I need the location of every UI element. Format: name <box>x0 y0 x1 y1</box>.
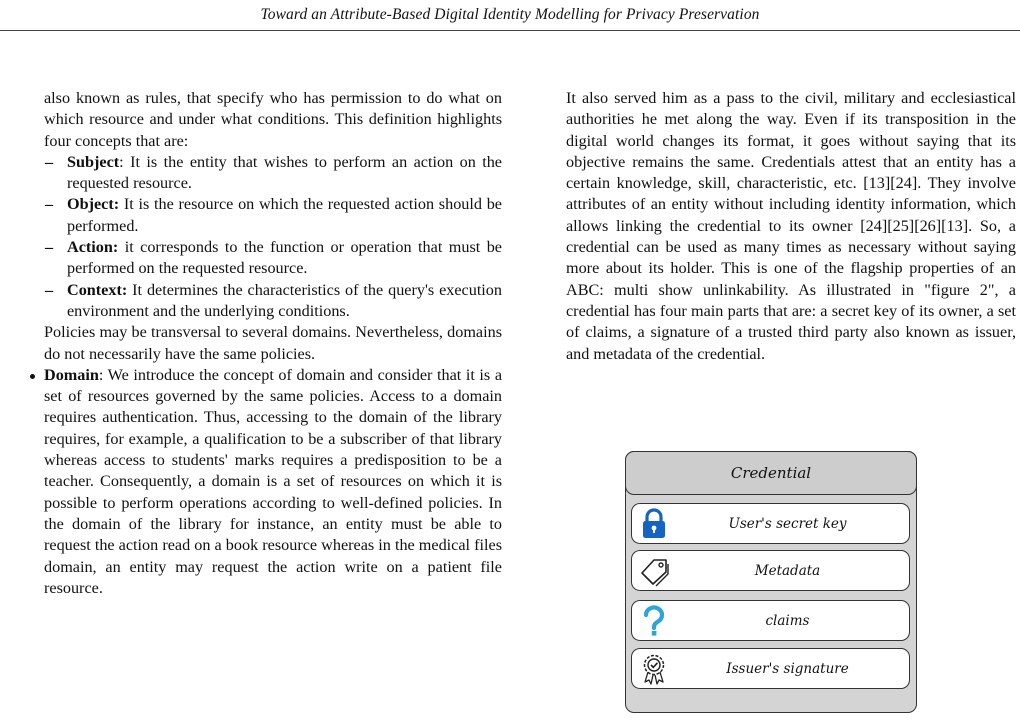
bullet-icon <box>30 374 35 379</box>
concept-item-context <box>67 280 502 323</box>
definition-item-domain <box>44 365 502 599</box>
concept-term: Action: <box>67 238 119 257</box>
part-label: User's secret key <box>728 515 847 532</box>
part-label: claims <box>765 612 810 629</box>
award-seal-icon <box>639 653 669 685</box>
concept-text: : It is the entity that wishes to perform an action on the requested resource. <box>67 152 502 193</box>
left-column <box>44 88 502 599</box>
concept-text: it corresponds to the function or operation that must be performed on the requested resource. <box>67 238 502 278</box>
header-rule <box>0 30 1020 31</box>
part-issuer-signature <box>631 648 910 689</box>
concept-text: It determines the characteristics of the query's execution environment and the underlying conditions. <box>67 280 502 320</box>
concept-item-subject <box>67 152 502 195</box>
running-header: Toward an Attribute-Based Digital Identity Modelling for Privacy Preservation <box>260 6 760 23</box>
definition-term: Domain <box>44 365 99 384</box>
padlock-icon <box>639 508 669 540</box>
right-column <box>566 88 1016 365</box>
definition-text: : We introduce the concept of domain and consider that it is a set of resources governed by the same policies. Access to a domain requires authentication. Thus, accessing to the domain of the library requires, for example, a qualification to be a subscriber of that library whereas access to students' marks requires a predisposition to be a teacher. Consequently, a domain is a set of resources on which it is possible to perform operations according to well-defined policies. In the domain of the library for instance, an entity must be able to request the action read on a book resource whereas in the medical files domain, an entity may request the action write on a patient file resource. <box>44 365 502 597</box>
credential-paragraph: It also served him as a pass to the civil, military and ecclesiastical authorities he met along the way. Even if its transposition in the digital world changes its format, it goes without saying that its objective remains the same. Credentials attest that an entity has a certain knowledge, skill, characteristic, etc. [13][24]. They involve attributes of an entity without including identity information, which allows linking the credential to its owner [24][25][26][13]. So, a credential can be used as many times as necessary without saying more about its holder. This is one of the flagship properties of an ABC: multi show unlinkability. As illustrated in "figure 2", a credential has four main parts that are: a secret key of its owner, a set of claims, a signature of a trusted third party also known as issuer, and metadata of the credential. <box>566 89 1016 363</box>
definition-list <box>44 365 502 599</box>
concept-item-action <box>67 237 502 280</box>
part-label: Issuer's signature <box>726 660 849 677</box>
concept-text: It is the resource on which the requested action should be performed. <box>67 195 502 235</box>
question-mark-icon <box>639 605 669 637</box>
part-secret-key <box>631 503 910 544</box>
intro-paragraph: also known as rules, that specify who has permission to do what on which resource and under what conditions. This definition highlights four concepts that are: <box>44 89 502 150</box>
concept-term: Object: <box>67 195 120 214</box>
concept-list <box>44 152 502 322</box>
policy-paragraph: Policies may be transversal to several domains. Nevertheless, domains do not necessarily have the same policies. <box>44 323 502 363</box>
concept-term: Context: <box>67 280 128 299</box>
concept-item-object <box>67 194 502 237</box>
credential-diagram <box>625 451 917 713</box>
diagram-title: Credential <box>625 451 917 495</box>
part-claims <box>631 600 910 641</box>
tag-icon <box>639 555 669 587</box>
concept-term: Subject <box>67 152 120 171</box>
part-metadata <box>631 550 910 591</box>
part-label: Metadata <box>754 562 821 579</box>
